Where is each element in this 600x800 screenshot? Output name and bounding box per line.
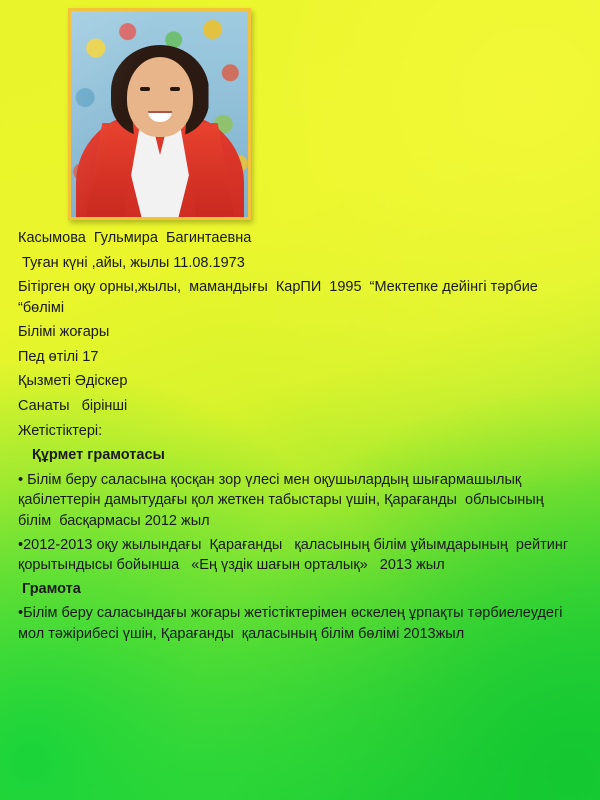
award-3-title: Грамота xyxy=(18,580,81,597)
education-level-line: Білімі жоғары xyxy=(18,324,110,341)
position-line: Қызметі Әдіскер xyxy=(18,373,128,390)
birth-date-line: Туған күні ,айы, жылы 11.08.1973 xyxy=(18,254,245,271)
text-content xyxy=(18,228,584,647)
experience-line: Пед өтілі 17 xyxy=(18,348,99,365)
photo-face xyxy=(127,57,193,137)
portrait-photo xyxy=(68,8,251,220)
person-name: Касымова Гульмира Багинтаевна xyxy=(18,230,252,246)
category-line: Санаты бірінші xyxy=(18,398,128,415)
award-2-description: •2012-2013 оқу жылындағы Қарағанды қаласының білім ұйымдарының рейтинг қорытындысы бойынша «Ең үздік шағын орталық» 2013 жыл xyxy=(18,536,573,574)
award-1-description: • Білім беру саласына қосқан зор үлесі мен оқушылардың шығармашылық қабілеттерін дамытудағы қол жеткен табыстары үшін, Қарағанды облысының білім басқармасы 2012 жыл xyxy=(18,471,552,529)
photo-eye-left xyxy=(140,87,150,91)
achievements-header: Жетістіктері: xyxy=(18,422,103,439)
education-line: Бітірген оқу орны,жылы, мамандығы КарПИ 1995 “Мектепке дейінгі тәрбие “бөлімі xyxy=(18,279,542,316)
photo-eye-right xyxy=(170,87,180,91)
award-1-title: Құрмет грамотасы xyxy=(32,447,165,464)
award-3-description: •Білім беру саласындағы жоғары жетістіктерімен өскелең ұрпақты тәрбиелеудегі мол тәжірибесі үшін, Қарағанды қаласының білім бөлімі 2013жыл xyxy=(18,605,567,642)
